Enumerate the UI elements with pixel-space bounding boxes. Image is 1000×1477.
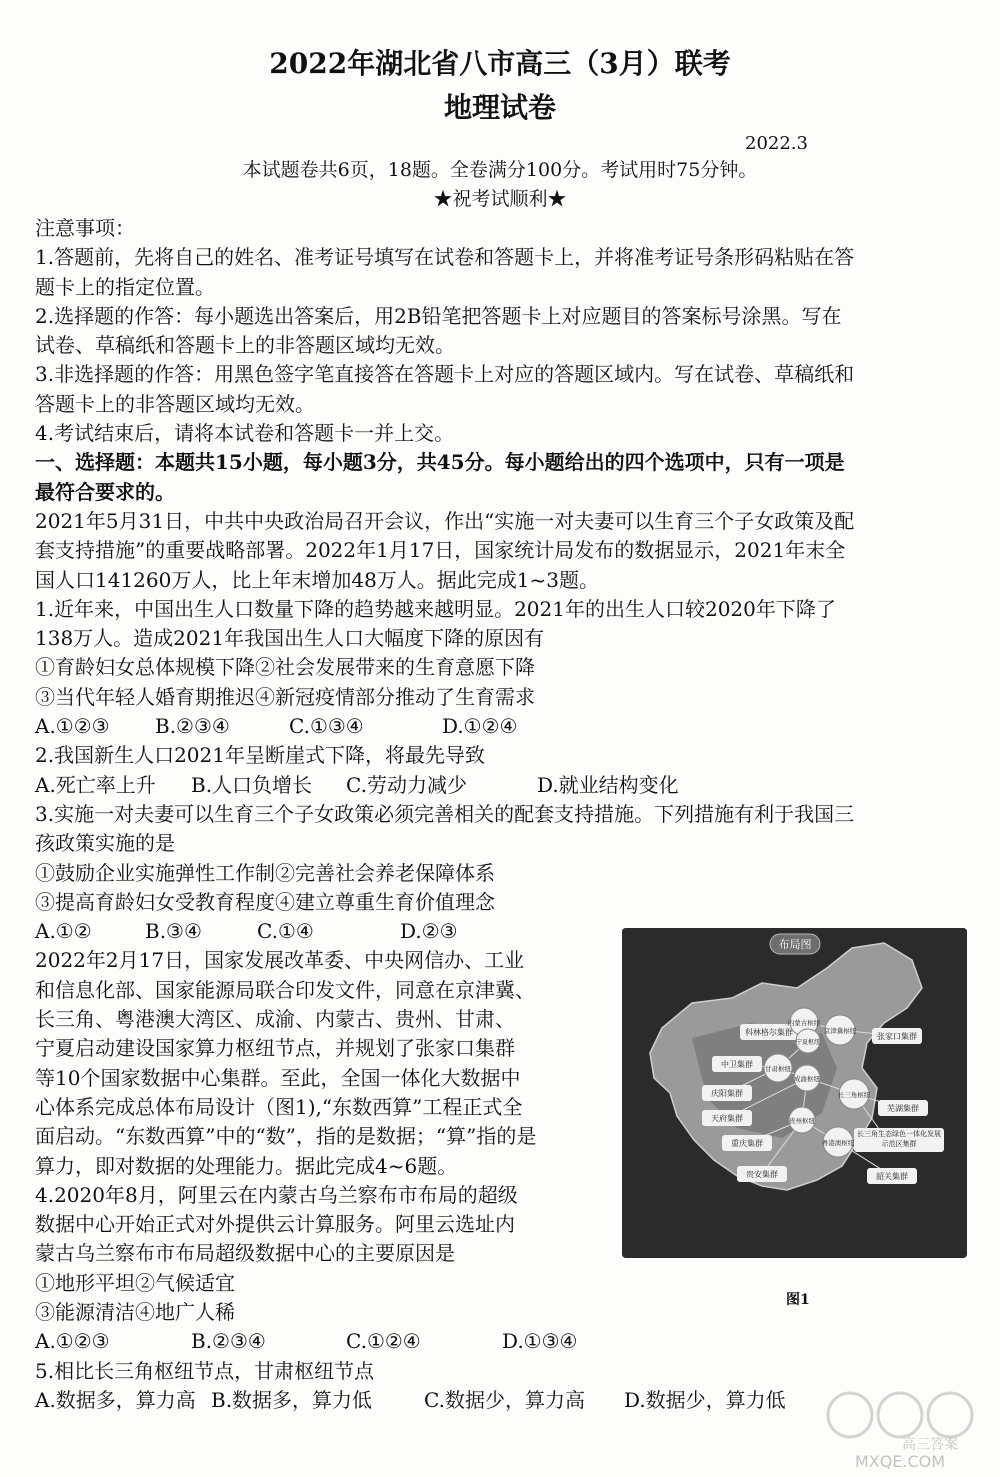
exam-info: 本试题卷共6页，18题。全卷满分100分。考试用时75分钟。 — [242, 159, 758, 181]
svg-text:科林格尔集群: 科林格尔集群 — [745, 1028, 793, 1037]
option-b: B.②③④ — [191, 1329, 266, 1354]
node-ningxia — [796, 1029, 820, 1053]
node-chengyu — [794, 1065, 821, 1091]
option-a: A.①② — [35, 919, 92, 944]
node-zhangjiakou — [872, 1028, 922, 1044]
option-d: D.就业结构变化 — [537, 772, 679, 797]
question-3-item: ①鼓励企业实施弹性工作制②完善社会养老保障体系 — [35, 860, 495, 885]
exam-subject: 地理试卷 — [443, 91, 556, 124]
option-b: B.人口负增长 — [191, 772, 313, 797]
notes-heading: 注意事项： — [35, 216, 135, 240]
note-line: 2.选择题的作答：每小题选出答案后，用2B铅笔把答题卡上对应题目的答案标号涂黑。写在 — [35, 303, 842, 328]
option-a: A.①②③ — [35, 1329, 110, 1354]
svg-text:京津冀枢纽: 京津冀枢纽 — [823, 1027, 857, 1035]
watermark-text: 高三答案 — [902, 1437, 958, 1453]
question-2-options — [35, 771, 965, 800]
svg-text:张家口集群: 张家口集群 — [877, 1032, 917, 1041]
passage-line: 2022年2月17日，国家发展改革委、中央网信办、工业 — [35, 948, 525, 973]
note-line: 试卷、草稿纸和答题卡上的非答题区域均无效。 — [35, 333, 455, 358]
passage-line: 等10个国家数据中心集群。至此，全国一体化大数据中 — [35, 1065, 521, 1090]
svg-text:中卫集群: 中卫集群 — [721, 1060, 753, 1069]
question-4-item: ①地形平坦②气候适宜 — [35, 1270, 235, 1295]
passage-line: 国人口141260万人，比上年末增加48万人。据此完成1~3题。 — [35, 567, 600, 592]
exam-title: 2022年湖北省八市高三（3月）联考 — [269, 47, 731, 80]
layout-map-figure — [622, 928, 967, 1258]
question-3-stem: 孩政策实施的是 — [35, 831, 175, 856]
node-zhongwei — [712, 1056, 762, 1072]
option-d: D.①②④ — [442, 714, 518, 739]
note-line: 3.非选择题的作答：用黑色签字笔直接答在答题卡上对应的答题区域内。写在试卷、草稿纸和 — [35, 362, 855, 387]
question-3-stem: 3.实施一对夫妻可以生育三个子女政策必须完善相关的配套支持措施。下列措施有利于我国三 — [35, 801, 855, 826]
svg-text:重庆集群: 重庆集群 — [731, 1139, 763, 1148]
option-b: B.②③④ — [155, 714, 230, 739]
svg-text:宁夏枢纽: 宁夏枢纽 — [795, 1039, 821, 1046]
svg-text:成渝枢纽: 成渝枢纽 — [794, 1075, 820, 1083]
passage-line: 长三角、粤港澳大湾区、成渝、内蒙古、贵州、甘肃、 — [35, 1007, 515, 1032]
svg-text:芜湖集群: 芜湖集群 — [887, 1104, 919, 1113]
map-label: 布局图 — [778, 938, 812, 951]
question-1-options — [35, 712, 965, 741]
exam-date: 2022.3 — [745, 133, 808, 154]
option-b: B.数据多，算力低 — [211, 1387, 373, 1412]
passage-line: 和信息化部、国家能源局联合印发文件，同意在京津冀、 — [35, 977, 535, 1002]
watermark-site: MXQE.COM — [854, 1452, 946, 1470]
exam-wish: ★祝考试顺利★ — [433, 188, 567, 210]
question-1-item: ③当代年轻人婚育期推迟④新冠疫情部分推动了生育需求 — [35, 684, 535, 709]
question-1-stem: 138万人。造成2021年我国出生人口大幅度下降的原因有 — [35, 626, 545, 651]
svg-text:内蒙古枢纽: 内蒙古枢纽 — [787, 1019, 821, 1027]
option-d: D.数据少，算力低 — [624, 1387, 786, 1412]
node-wuhu — [878, 1100, 928, 1116]
passage-line: 心体系完成总体布局设计（图1),“东数西算”工程正式全 — [35, 1094, 523, 1119]
question-3-item: ③提高育龄妇女受教育程度④建立尊重生育价值理念 — [35, 889, 495, 914]
option-d: D.①③④ — [502, 1329, 578, 1354]
passage-line: 2021年5月31日，中共中央政治局召开会议，作出“实施一对夫妻可以生育三个子女政策及配 — [35, 508, 855, 533]
svg-text:贵州枢纽: 贵州枢纽 — [789, 1117, 815, 1125]
svg-text:天府集群: 天府集群 — [711, 1114, 743, 1123]
note-line: 题卡上的指定位置。 — [35, 274, 215, 299]
svg-text:贵安集群: 贵安集群 — [746, 1170, 778, 1179]
passage-line: 算力，即对数据的处理能力。据此完成4~6题。 — [35, 1153, 458, 1178]
china-map — [622, 928, 967, 1258]
note-line: 4.考试结束后，请将本试卷和答题卡一并上交。 — [35, 421, 455, 446]
option-a: A.数据多，算力高 — [35, 1387, 196, 1412]
section-heading: 一、选择题：本题共15小题，每小题3分，共45分。每小题给出的四个选项中，只有一项是 — [35, 450, 845, 475]
question-4-stem: 4.2020年8月，阿里云在内蒙古乌兰察布市布局的超级 — [35, 1182, 518, 1207]
svg-text:庆阳集群: 庆阳集群 — [711, 1089, 743, 1098]
question-4-stem: 蒙古乌兰察布市布局超级数据中心的主要原因是 — [35, 1241, 455, 1266]
option-c: C.劳动力减少 — [346, 772, 467, 797]
note-line: 1.答题前，先将自己的姓名、准考证号填写在试卷和答题卡上，并将准考证号条形码粘贴在答 — [35, 245, 855, 270]
option-c: C.①③④ — [289, 714, 364, 739]
option-c: C.数据少，算力高 — [424, 1387, 585, 1412]
node-shifanqu: 长三角生态绿色一体化发展示范区集群 — [854, 1128, 944, 1152]
option-a: A.死亡率上升 — [35, 772, 156, 797]
node-chongqing — [722, 1135, 772, 1151]
option-c: C.①④ — [257, 919, 314, 944]
node-shaoguan — [867, 1168, 917, 1184]
node-tianfu — [702, 1110, 752, 1126]
passage-line: 面启动。“东数西算”中的“数”，指的是数据；“算”指的是 — [35, 1124, 537, 1149]
question-5-stem: 5.相比长三角枢纽节点，甘肃枢纽节点 — [35, 1358, 375, 1383]
question-4-stem: 数据中心开始正式对外提供云计算服务。阿里云选址内 — [35, 1212, 515, 1237]
watermark — [820, 1385, 980, 1470]
question-2-stem: 2.我国新生人口2021年呈断崖式下降，将最先导致 — [35, 743, 485, 768]
option-a: A.①②③ — [35, 714, 110, 739]
question-4-options — [35, 1327, 965, 1356]
svg-text:韶关集群: 韶关集群 — [876, 1172, 908, 1181]
passage-line: 套支持措施”的重要战略部署。2022年1月17日，国家统计局发布的数据显示，2021年末全 — [35, 538, 846, 563]
passage-line: 宁夏启动建设国家算力枢纽节点，并规划了张家口集群 — [35, 1036, 515, 1061]
svg-text:长三角枢纽: 长三角枢纽 — [837, 1091, 871, 1099]
note-line: 答题卡上的非答题区域均无效。 — [35, 391, 315, 416]
svg-text:甘肃枢纽: 甘肃枢纽 — [765, 1065, 791, 1073]
option-b: B.③④ — [145, 919, 202, 944]
node-guian — [737, 1166, 787, 1182]
option-c: C.①②④ — [346, 1329, 421, 1354]
node-gansu — [764, 1054, 792, 1082]
node-qingyang — [702, 1085, 752, 1101]
node-guizhou — [789, 1107, 816, 1133]
question-1-item: ①育龄妇女总体规模下降②社会发展带来的生育意愿下降 — [35, 655, 535, 680]
watermark-logo — [820, 1385, 980, 1470]
svg-text:粤港澳枢纽: 粤港澳枢纽 — [821, 1139, 855, 1147]
figure-caption: 图1 — [786, 1292, 810, 1308]
option-d: D.②③ — [400, 919, 458, 944]
section-heading: 最符合要求的。 — [35, 479, 175, 504]
question-1-stem: 1.近年来，中国出生人口数量下降的趋势越来越明显。2021年的出生人口较2020年下降了 — [35, 596, 836, 621]
question-4-item: ③能源清洁④地广人稀 — [35, 1299, 235, 1324]
